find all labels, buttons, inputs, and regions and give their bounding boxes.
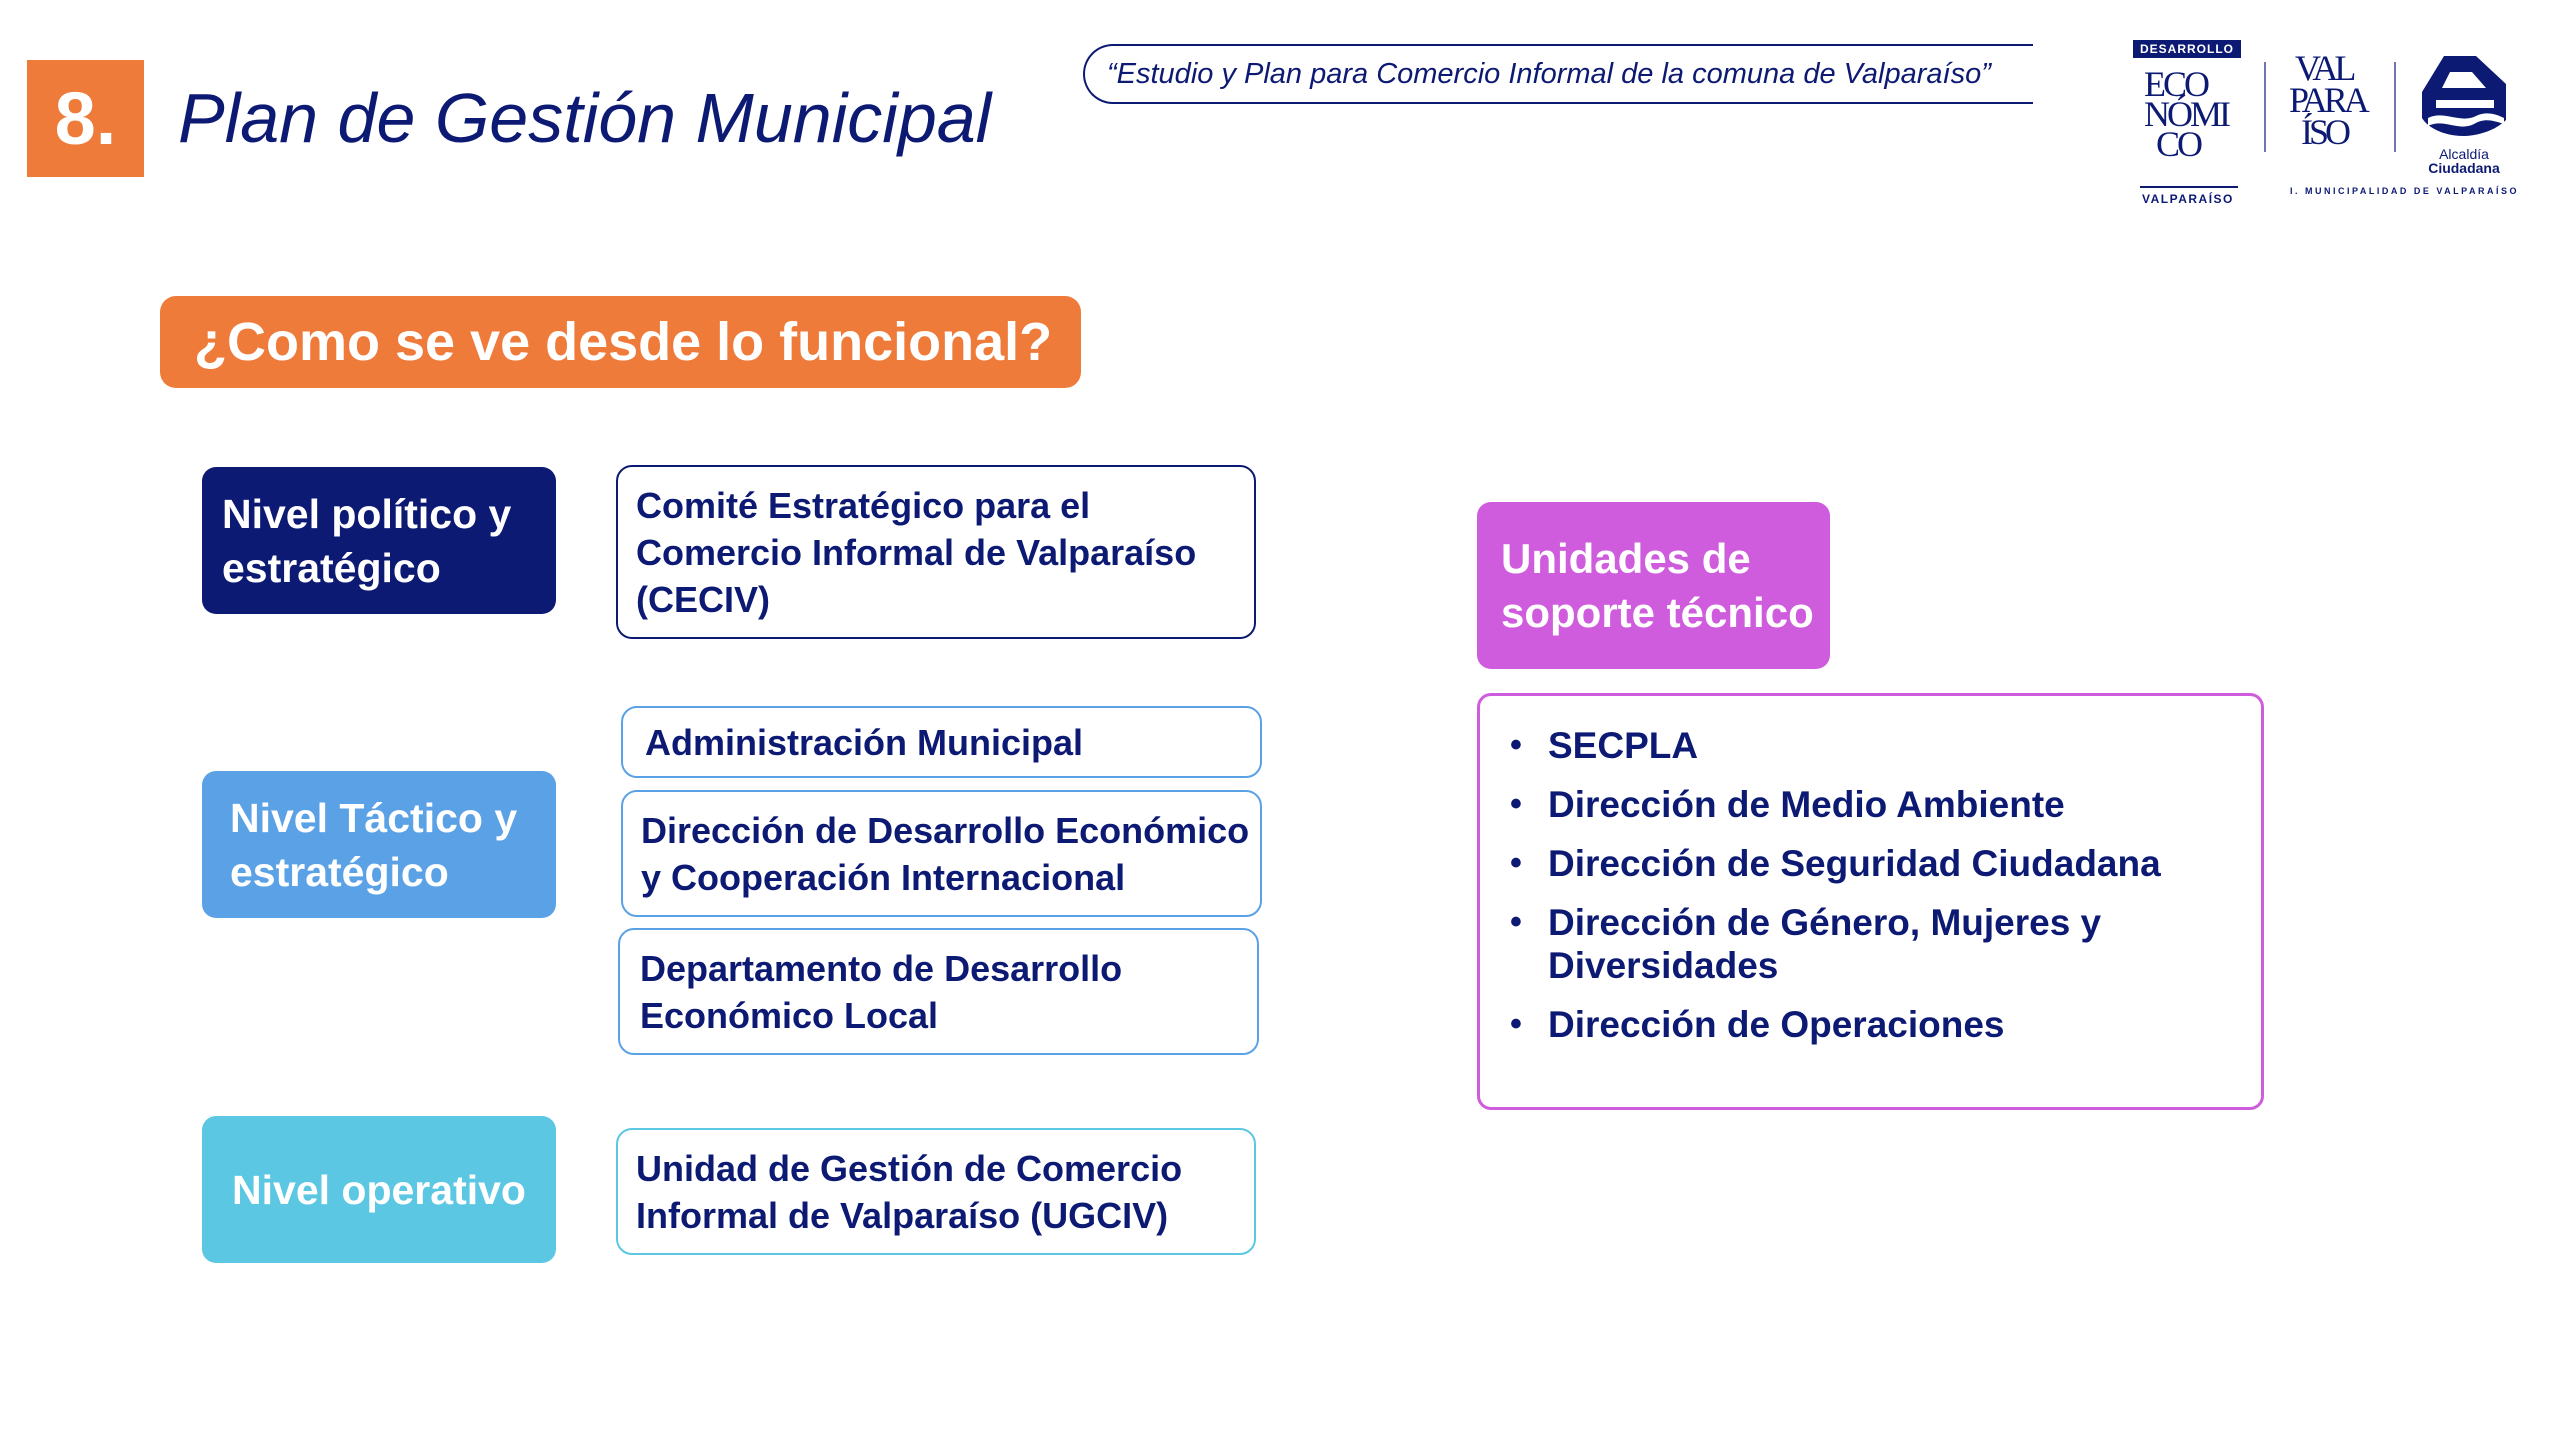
level-label: Nivel Táctico y estratégico bbox=[230, 794, 518, 895]
svg-text:NÓMI: NÓMI bbox=[2144, 94, 2228, 134]
list-item: • Dirección de Seguridad Ciudadana bbox=[1508, 842, 2241, 885]
alcaldia-ciudadana-logo bbox=[2414, 48, 2514, 178]
level-label: Nivel político y estratégico bbox=[222, 490, 512, 591]
support-units-list bbox=[1477, 693, 2264, 1110]
municipalidad-caption: I. MUNICIPALIDAD DE VALPARAÍSO bbox=[2290, 186, 2520, 196]
logo-eco-lettering bbox=[2142, 64, 2242, 184]
level-tactical-strategic bbox=[202, 771, 556, 918]
logo-eco-rule bbox=[2140, 186, 2238, 188]
support-title-text: Unidades de soporte técnico bbox=[1501, 534, 1814, 636]
list-item: • Dirección de Género, Mujeres y Diversidades bbox=[1508, 901, 2148, 987]
desarrollo-economico-logo bbox=[2130, 40, 2250, 210]
valparaiso-logo bbox=[2287, 48, 2377, 178]
level-label: Nivel operativo bbox=[232, 1166, 526, 1213]
alcaldia-emblem-icon bbox=[2414, 48, 2514, 144]
level-operative bbox=[202, 1116, 556, 1263]
question-banner bbox=[160, 296, 1081, 388]
entity-ceciv bbox=[616, 465, 1256, 639]
entity-label: Departamento de Desarrollo Económico Local bbox=[640, 947, 1123, 1036]
svg-text:PARA: PARA bbox=[2289, 80, 2366, 120]
entity-label: Comité Estratégico para el Comercio Informal de Valparaíso (CECIV) bbox=[636, 484, 1197, 620]
support-units-title bbox=[1477, 502, 1830, 669]
list-item: • SECPLA bbox=[1508, 724, 2241, 767]
level-political-strategic bbox=[202, 467, 556, 614]
svg-text:VAL: VAL bbox=[2295, 48, 2353, 88]
logo-eco-tag: DESARROLLO bbox=[2133, 40, 2241, 58]
question-text: ¿Como se ve desde lo funcional? bbox=[194, 312, 1053, 372]
list-item: • Dirección de Medio Ambiente bbox=[1508, 783, 2241, 826]
entity-label: Administración Municipal bbox=[645, 721, 1084, 763]
study-name-pill bbox=[1083, 44, 2033, 104]
entity-direccion-desarrollo-economico bbox=[621, 790, 1262, 917]
svg-text:ECO: ECO bbox=[2144, 64, 2207, 104]
entity-administracion-municipal bbox=[621, 706, 1262, 778]
list-item: • Dirección de Operaciones bbox=[1508, 1003, 2241, 1046]
entity-label: Dirección de Desarrollo Económico y Cooperación Internacional bbox=[641, 809, 1250, 898]
svg-text:ÍSO: ÍSO bbox=[2301, 112, 2348, 152]
logo-valpo-lettering bbox=[2287, 48, 2377, 178]
entity-departamento-desarrollo-local bbox=[618, 928, 1259, 1055]
svg-text:CO: CO bbox=[2156, 124, 2201, 164]
page-title: Plan de Gestión Municipal bbox=[178, 79, 992, 157]
logo-eco-foot: VALPARAÍSO bbox=[2142, 192, 2234, 206]
logo-divider bbox=[2394, 62, 2396, 152]
logo-alc-line2: Ciudadana bbox=[2428, 160, 2500, 176]
study-name: “Estudio y Plan para Comercio Informal de la comuna de Valparaíso” bbox=[1107, 57, 1991, 90]
logo-divider bbox=[2264, 62, 2266, 152]
entity-label: Unidad de Gestión de Comercio Informal de Valparaíso (UGCIV) bbox=[636, 1147, 1183, 1236]
section-number: 8. bbox=[54, 77, 117, 160]
section-number-badge bbox=[27, 60, 144, 177]
entity-ugciv bbox=[616, 1128, 1256, 1255]
logo-alc-line1: Alcaldía bbox=[2439, 146, 2489, 162]
logo-eco-word bbox=[2142, 64, 2242, 186]
